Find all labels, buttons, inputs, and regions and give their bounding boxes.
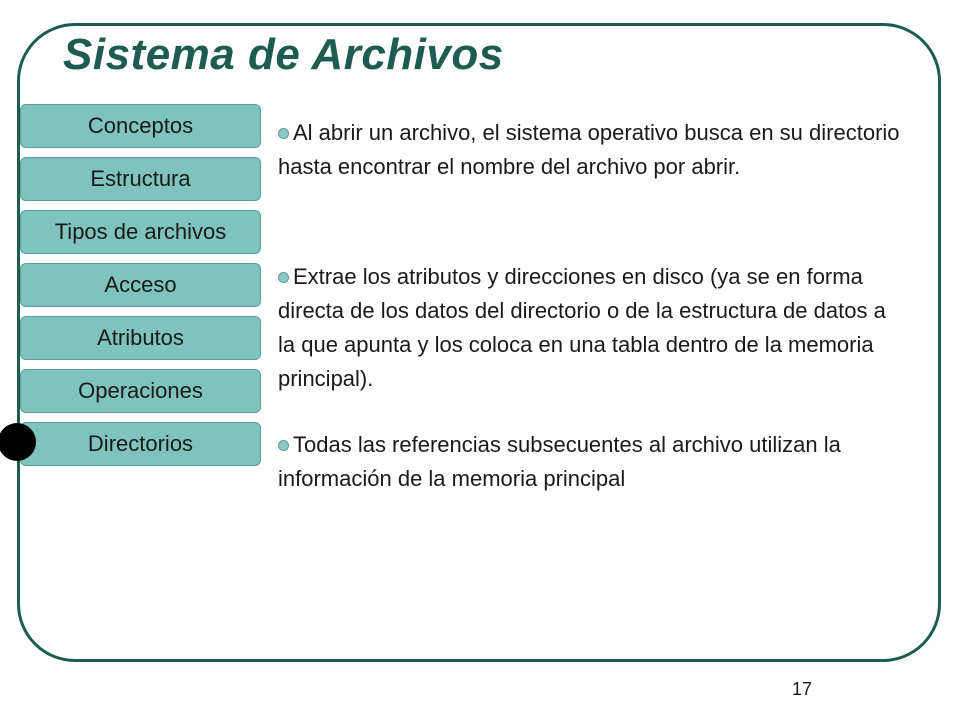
nav-item-conceptos[interactable]: Conceptos [20,104,261,148]
nav-item-atributos[interactable]: Atributos [20,316,261,360]
bullet-icon [278,272,289,283]
content-paragraph [278,260,908,396]
slide-title: Sistema de Archivos [63,30,504,79]
nav-item-operaciones[interactable]: Operaciones [20,369,261,413]
nav-item-directorios[interactable]: Directorios [20,422,261,466]
paragraph-text: Al abrir un archivo, el sistema operativo busca en su directorio hasta encontrar el nombre del archivo por abrir. [278,120,900,179]
bullet-icon [278,440,289,451]
paragraph-text: Todas las referencias subsecuentes al archivo utilizan la información de la memoria principal [278,432,841,491]
nav-item-acceso[interactable]: Acceso [20,263,261,307]
bullet-icon [278,128,289,139]
content-paragraph [278,116,908,184]
content-paragraph [278,428,908,496]
nav-item-tipos-de-archivos[interactable]: Tipos de archivos [20,210,261,254]
nav-item-estructura[interactable]: Estructura [20,157,261,201]
paragraph-text: Extrae los atributos y direcciones en disco (ya se en forma directa de los datos del directorio o de la estructura de datos a la que apunta y los coloca en una tabla dentro de la memoria principal). [278,264,886,391]
page-number: 17 [792,679,813,699]
